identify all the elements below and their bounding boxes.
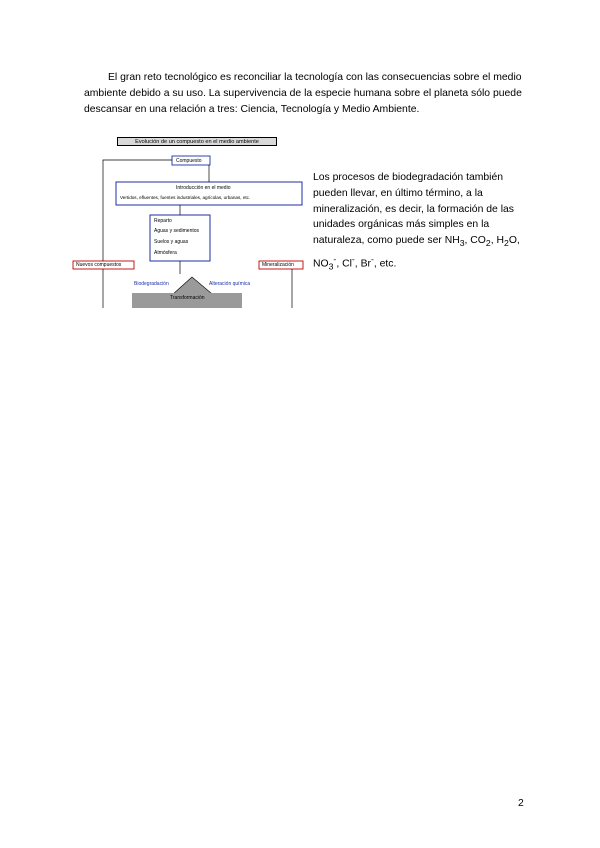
subscript: 3 [328, 261, 334, 272]
subscript: 2 [504, 238, 509, 249]
atmosfera-label: Atmósfera [154, 250, 177, 256]
superscript: - [333, 254, 337, 265]
nuevos-compuestos-label: Nuevos compuestos [76, 262, 122, 268]
alteracion-label: Alteración química [209, 281, 251, 287]
compound-evolution-diagram [72, 134, 308, 308]
fuentes-label: Vertidos, efluentes, fuentes industriales, agrícolas, urbanas, etc. [120, 195, 251, 200]
suelos-label: Suelos y aguas [154, 239, 189, 245]
reparto-label: Reparto [154, 218, 172, 224]
mineralizacion-label: Mineralización [262, 262, 294, 268]
text-fragment: , Cl [336, 258, 352, 270]
transformacion-label: Transformación [170, 295, 205, 301]
superscript: - [370, 254, 374, 265]
intro-paragraph [84, 70, 524, 118]
biodegradacion-label: Biodegradación [134, 281, 169, 287]
aguas-label: Aguas y sedimentos [154, 228, 200, 234]
text-fragment: , etc. [373, 258, 397, 270]
page-number: 2 [518, 798, 524, 809]
biodegradation-paragraph [313, 170, 525, 275]
intro-text: El gran reto tecnológico es reconciliar la tecnología con las consecuencias sobre el medio ambiente debido a su uso. La supervivencia de la especie humana sobre el planeta sólo puede descansar en una relación a tres: Ciencia, Tecnología y Medio Ambiente. [84, 72, 522, 115]
text-fragment: O, NO [313, 235, 520, 270]
text-fragment: , Br [354, 258, 371, 270]
text-fragment: , H [490, 235, 505, 247]
biodeg-text: Los procesos de biodegradación también pueden llevar, en último término, a la mineralización, es decir, la formación de las unidades orgánicas más simples en la naturaleza, como puede ser NH [313, 172, 514, 247]
text-fragment: , CO [464, 235, 486, 247]
introduccion-label: Introducción en el medio [176, 185, 231, 191]
compuesto-label: Compuesto [176, 158, 202, 164]
diagram-title: Evolución de un compuesto en el medio ambiente [117, 137, 277, 146]
subscript: 2 [485, 238, 491, 249]
subscript: 3 [459, 238, 465, 249]
superscript: - [351, 254, 355, 265]
